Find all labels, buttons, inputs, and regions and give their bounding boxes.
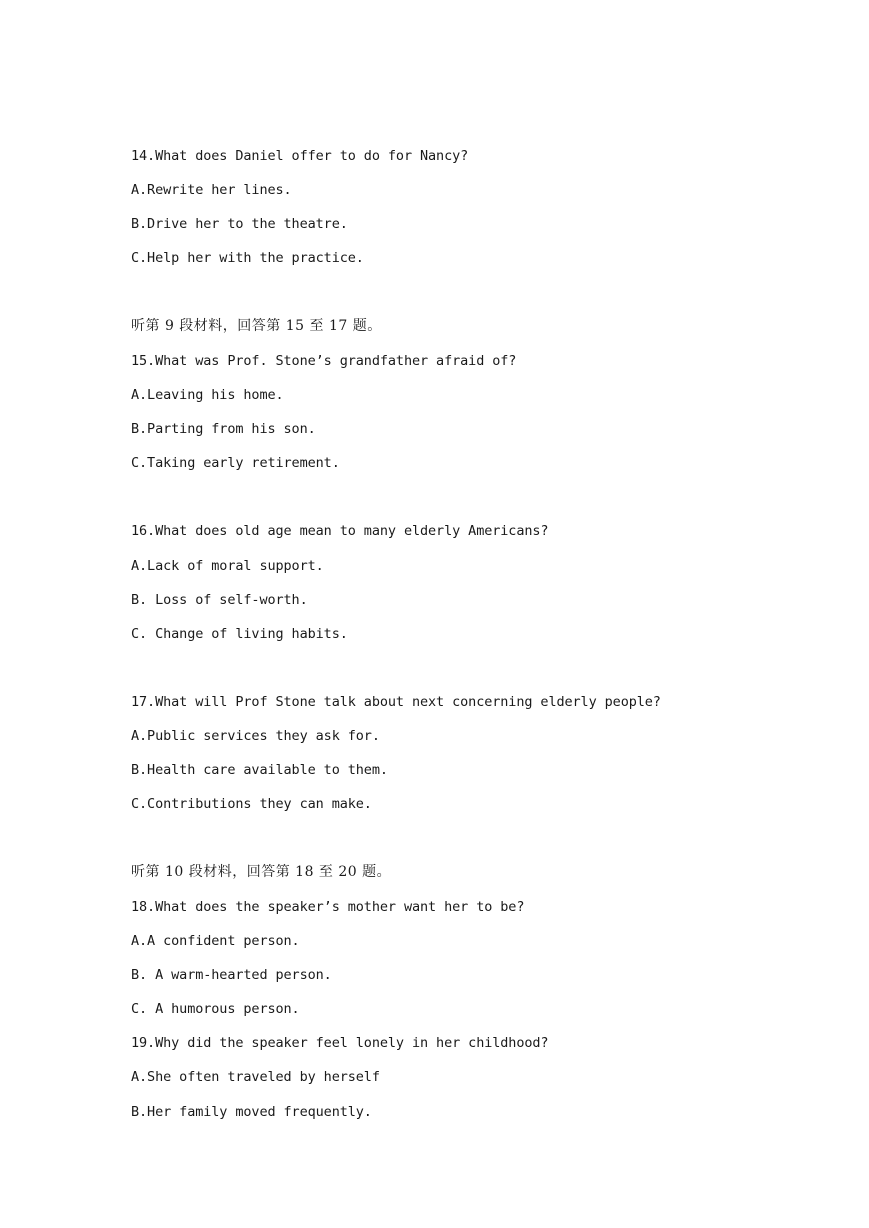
question-17: 17.What will Prof Stone talk about next concerning elderly people?: [131, 694, 661, 710]
question-18: 18.What does the speaker’s mother want her to be?: [131, 899, 525, 915]
section-instruction-10: 听第 10 段材料，回答第 18 至 20 题。: [131, 864, 392, 880]
option-17b: B.Health care available to them.: [131, 762, 388, 778]
option-14a: A.Rewrite her lines.: [131, 182, 292, 198]
option-16a: A.Lack of moral support.: [131, 558, 324, 574]
question-16: 16.What does old age mean to many elderly Americans?: [131, 523, 549, 539]
option-18a: A.A confident person.: [131, 933, 300, 949]
option-17a: A.Public services they ask for.: [131, 728, 380, 744]
option-14b: B.Drive her to the theatre.: [131, 216, 348, 232]
option-14c: C.Help her with the practice.: [131, 250, 364, 266]
option-15b: B.Parting from his son.: [131, 421, 316, 437]
option-18c: C. A humorous person.: [131, 1001, 300, 1017]
question-19: 19.Why did the speaker feel lonely in her childhood?: [131, 1035, 549, 1051]
option-17c: C.Contributions they can make.: [131, 796, 372, 812]
option-19a: A.She often traveled by herself: [131, 1069, 380, 1085]
question-14: 14.What does Daniel offer to do for Nancy?: [131, 148, 469, 164]
option-16b: B. Loss of self-worth.: [131, 592, 308, 608]
option-15a: A.Leaving his home.: [131, 387, 284, 403]
option-19b: B.Her family moved frequently.: [131, 1104, 372, 1120]
option-15c: C.Taking early retirement.: [131, 455, 340, 471]
question-15: 15.What was Prof. Stone’s grandfather afraid of?: [131, 353, 517, 369]
section-instruction-9: 听第 9 段材料，回答第 15 至 17 题。: [131, 318, 382, 334]
option-18b: B. A warm-hearted person.: [131, 967, 332, 983]
option-16c: C. Change of living habits.: [131, 626, 348, 642]
